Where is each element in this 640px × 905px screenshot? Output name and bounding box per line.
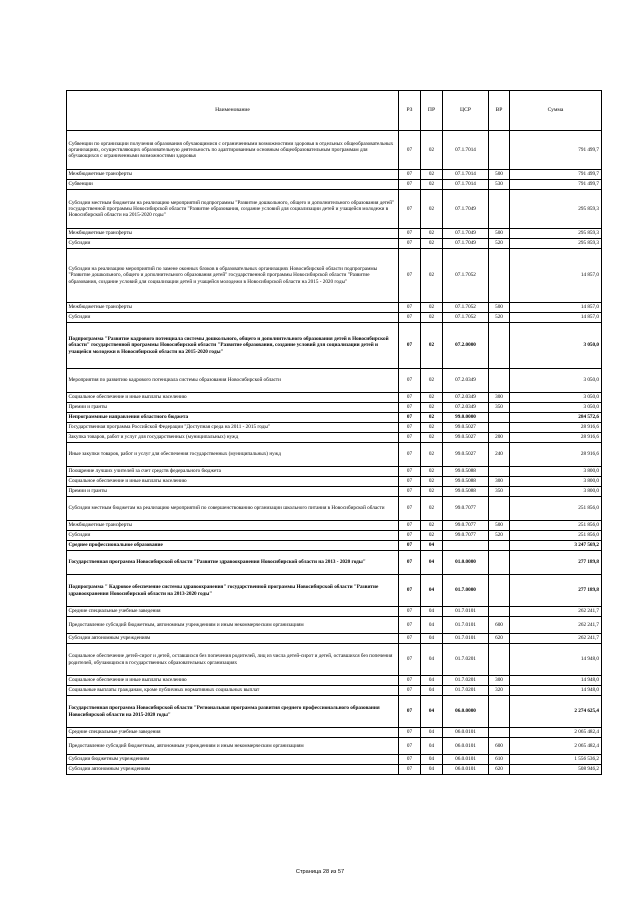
row-rz: 07 <box>399 738 421 755</box>
row-sum: 14 857,0 <box>510 249 602 303</box>
table-row <box>67 313 602 323</box>
table-row <box>67 487 602 497</box>
row-sum: 791 499,7 <box>510 170 602 180</box>
row-vr <box>489 369 510 393</box>
row-sum: 14 857,0 <box>510 313 602 323</box>
row-rz: 07 <box>399 487 421 497</box>
row-rz: 07 <box>399 575 421 607</box>
row-sum: 508 946,2 <box>510 765 602 775</box>
row-csr: 06.0.0101 <box>443 728 489 738</box>
row-name: Средние специальные учебные заведения <box>67 607 399 617</box>
row-rz: 07 <box>399 497 421 521</box>
table-row <box>67 423 602 433</box>
row-name: Средние специальные учебные заведения <box>67 728 399 738</box>
row-vr: 620 <box>489 634 510 644</box>
row-rz: 07 <box>399 531 421 541</box>
row-vr <box>489 467 510 477</box>
row-vr <box>489 131 510 170</box>
row-sum: 295 859,3 <box>510 239 602 249</box>
row-name: Подпрограмма " Кадровое обеспечение системы здравоохранения" государственной программы Новосибирской области "Развитие здравоохранения Новосибирской области на 2013-2020 годы" <box>67 575 399 607</box>
row-sum: 251 856,0 <box>510 497 602 521</box>
row-vr <box>489 249 510 303</box>
row-sum: 3 800,0 <box>510 487 602 497</box>
row-rz: 07 <box>399 686 421 696</box>
row-csr: 99.0.5088 <box>443 487 489 497</box>
table-row <box>67 303 602 313</box>
row-pr: 02 <box>421 531 443 541</box>
row-name: Межбюджетные трансферты <box>67 303 399 313</box>
row-rz: 07 <box>399 477 421 487</box>
row-pr: 04 <box>421 541 443 551</box>
table-row <box>67 393 602 403</box>
row-rz: 07 <box>399 423 421 433</box>
row-pr: 02 <box>421 433 443 443</box>
row-vr: 600 <box>489 617 510 634</box>
row-vr: 240 <box>489 443 510 467</box>
row-csr: 01.7.0201 <box>443 676 489 686</box>
row-vr: 350 <box>489 403 510 413</box>
row-vr <box>489 497 510 521</box>
row-pr: 02 <box>421 131 443 170</box>
table-row <box>67 686 602 696</box>
row-vr: 520 <box>489 531 510 541</box>
row-name: Межбюджетные трансферты <box>67 229 399 239</box>
row-vr <box>489 423 510 433</box>
row-sum: 2 065 482,4 <box>510 738 602 755</box>
row-rz: 07 <box>399 755 421 765</box>
table-row <box>67 575 602 607</box>
row-csr: 01.7.0101 <box>443 634 489 644</box>
table-row <box>67 738 602 755</box>
row-csr: 99.0.5027 <box>443 423 489 433</box>
row-pr: 02 <box>421 467 443 477</box>
header-rz: РЗ <box>399 91 421 131</box>
row-rz: 07 <box>399 190 421 229</box>
row-pr: 02 <box>421 497 443 521</box>
row-csr: 99.0.7077 <box>443 531 489 541</box>
row-sum: 3 050,0 <box>510 393 602 403</box>
row-sum: 14 857,0 <box>510 303 602 313</box>
row-rz: 07 <box>399 323 421 369</box>
budget-table-sheet <box>66 90 601 775</box>
row-pr: 02 <box>421 313 443 323</box>
row-sum: 3 800,0 <box>510 467 602 477</box>
row-rz: 07 <box>399 239 421 249</box>
row-rz: 07 <box>399 170 421 180</box>
row-pr: 04 <box>421 728 443 738</box>
row-csr: 99.0.5027 <box>443 443 489 467</box>
row-name: Субвенции по организации получения образования обучающимися с ограниченными возможностями здоровья в отдельных общеобразовательных организациях, осуществляющих образовательную деятельность по адаптированным основным общеобразовательным программам для обучающихся с ограниченными возможностями здоровья <box>67 131 399 170</box>
row-sum: 284 572,6 <box>510 413 602 423</box>
table-row <box>67 696 602 728</box>
row-sum: 262 241,7 <box>510 634 602 644</box>
row-sum: 2 065 482,4 <box>510 728 602 738</box>
row-name: Субсидии <box>67 531 399 541</box>
row-csr: 99.0.5088 <box>443 477 489 487</box>
row-csr: 01.7.0101 <box>443 617 489 634</box>
row-pr: 02 <box>421 521 443 531</box>
row-pr: 04 <box>421 644 443 676</box>
row-rz: 07 <box>399 607 421 617</box>
row-vr <box>489 413 510 423</box>
row-rz: 07 <box>399 433 421 443</box>
row-csr: 07.1.7014 <box>443 180 489 190</box>
table-row <box>67 521 602 531</box>
row-pr: 04 <box>421 755 443 765</box>
row-name: Государственная программа Новосибирской области "Развитие здравоохранения Новосибирской области на 2013 - 2020 годы" <box>67 551 399 575</box>
row-sum: 2 274 625,4 <box>510 696 602 728</box>
row-vr: 620 <box>489 765 510 775</box>
row-pr: 02 <box>421 393 443 403</box>
row-name: Социальное обеспечение и иные выплаты населению <box>67 393 399 403</box>
table-row <box>67 170 602 180</box>
row-csr: 06.0.0101 <box>443 765 489 775</box>
row-name: Субсидии автономным учреждениям <box>67 765 399 775</box>
row-pr: 02 <box>421 443 443 467</box>
row-name: Подпрограмма "Развитие кадрового потенциала системы дошкольного, общего и дополнительного образования детей в Новосибирской области" государственной программы Новосибирской области "Развитие образования, создание условий для социализации детей и учащейся молодежи в Новосибирской области на 2015-2020 годы" <box>67 323 399 369</box>
row-vr: 520 <box>489 313 510 323</box>
table-row <box>67 644 602 676</box>
row-name: Иные закупки товаров, работ и услуг для обеспечения государственных (муниципальных) нужд <box>67 443 399 467</box>
row-rz: 07 <box>399 644 421 676</box>
header-csr: ЦСР <box>443 91 489 131</box>
row-sum: 262 241,7 <box>510 607 602 617</box>
table-row <box>67 413 602 423</box>
row-sum: 277 189,8 <box>510 575 602 607</box>
row-csr: 01.7.0201 <box>443 686 489 696</box>
row-pr: 04 <box>421 634 443 644</box>
table-row <box>67 541 602 551</box>
row-rz: 07 <box>399 393 421 403</box>
row-rz: 07 <box>399 765 421 775</box>
row-sum: 251 856,0 <box>510 521 602 531</box>
row-csr: 07.1.7052 <box>443 313 489 323</box>
row-name: Поощрение лучших учителей за счет средств федерального бюджета <box>67 467 399 477</box>
row-rz: 07 <box>399 131 421 170</box>
row-pr: 02 <box>421 487 443 497</box>
row-csr: 01.0.0000 <box>443 551 489 575</box>
row-vr: 320 <box>489 686 510 696</box>
row-vr: 500 <box>489 521 510 531</box>
row-pr: 04 <box>421 676 443 686</box>
table-row <box>67 239 602 249</box>
row-csr <box>443 541 489 551</box>
row-csr: 01.7.0000 <box>443 575 489 607</box>
row-rz: 07 <box>399 313 421 323</box>
table-row <box>67 229 602 239</box>
row-name: Социальное обеспечение и иные выплаты населению <box>67 477 399 487</box>
page-footer: Страница 28 из 57 <box>295 869 345 875</box>
row-name: Субсидии <box>67 313 399 323</box>
row-name: Субвенции <box>67 180 399 190</box>
row-name: Субсидии на реализацию мероприятий по замене оконных блоков в образовательных организациях Новосибирской области подпрограммы "Развитие дошкольного, общего и дополнительного образования детей" государственной программы Новосибирской области "Развитие образования, создание условий для социализации детей и учащейся молодежи в Новосибирской области на 2015 - 2020 годы" <box>67 249 399 303</box>
row-sum: 277 189,8 <box>510 551 602 575</box>
row-sum: 295 859,3 <box>510 190 602 229</box>
row-vr <box>489 728 510 738</box>
row-name: Социальные выплаты гражданам, кроме публичных нормативных социальных выплат <box>67 686 399 696</box>
row-csr: 07.1.7014 <box>443 170 489 180</box>
row-pr: 02 <box>421 180 443 190</box>
row-sum: 28 916,6 <box>510 433 602 443</box>
row-sum: 3 050,0 <box>510 323 602 369</box>
row-pr: 04 <box>421 696 443 728</box>
row-rz: 07 <box>399 180 421 190</box>
table-row <box>67 131 602 170</box>
row-rz: 07 <box>399 676 421 686</box>
row-pr: 02 <box>421 423 443 433</box>
row-rz: 07 <box>399 541 421 551</box>
row-vr: 520 <box>489 239 510 249</box>
row-name: Государственная программа Новосибирской области "Региональная программа развития среднего профессионального образования Новосибирской области на 2015-2020 годы" <box>67 696 399 728</box>
budget-table <box>66 90 602 775</box>
row-rz: 07 <box>399 249 421 303</box>
row-name: Субсидии <box>67 239 399 249</box>
row-rz: 07 <box>399 443 421 467</box>
row-vr: 300 <box>489 676 510 686</box>
row-name: Субсидии местным бюджетам на реализацию мероприятий по совершенствованию организации школьного питания в Новосибирской области <box>67 497 399 521</box>
row-rz: 07 <box>399 551 421 575</box>
row-sum: 262 241,7 <box>510 617 602 634</box>
table-row <box>67 531 602 541</box>
row-pr: 02 <box>421 413 443 423</box>
row-pr: 02 <box>421 229 443 239</box>
row-pr: 04 <box>421 738 443 755</box>
row-name: Предоставление субсидий бюджетным, автономным учреждениям и иным некоммерческим организациям <box>67 738 399 755</box>
table-row <box>67 728 602 738</box>
row-name: Мероприятия по развитию кадрового потенциала системы образования Новосибирской области <box>67 369 399 393</box>
header-sum: Сумма <box>510 91 602 131</box>
row-sum: 14 948,0 <box>510 644 602 676</box>
table-row <box>67 634 602 644</box>
row-sum: 3 050,0 <box>510 403 602 413</box>
row-pr: 02 <box>421 303 443 313</box>
row-sum: 14 948,0 <box>510 686 602 696</box>
row-pr: 04 <box>421 607 443 617</box>
row-csr: 07.1.7049 <box>443 239 489 249</box>
row-vr <box>489 607 510 617</box>
row-pr: 02 <box>421 369 443 393</box>
row-sum: 28 916,6 <box>510 423 602 433</box>
table-header-row <box>67 91 602 131</box>
row-pr: 04 <box>421 575 443 607</box>
row-csr: 07.2.0000 <box>443 323 489 369</box>
row-vr <box>489 190 510 229</box>
row-sum: 28 916,6 <box>510 443 602 467</box>
row-sum: 791 499,7 <box>510 131 602 170</box>
table-row <box>67 755 602 765</box>
row-name: Среднее профессиональное образование <box>67 541 399 551</box>
row-vr: 530 <box>489 180 510 190</box>
row-vr: 200 <box>489 433 510 443</box>
header-name: Наименование <box>67 91 399 131</box>
row-rz: 07 <box>399 303 421 313</box>
row-sum: 3 800,0 <box>510 477 602 487</box>
row-sum: 1 556 536,2 <box>510 755 602 765</box>
row-csr: 07.1.7049 <box>443 229 489 239</box>
table-row <box>67 403 602 413</box>
header-pr: ПР <box>421 91 443 131</box>
row-pr: 02 <box>421 190 443 229</box>
row-vr: 300 <box>489 477 510 487</box>
row-name: Непрограммные направления областного бюджета <box>67 413 399 423</box>
row-name: Субсидии бюджетным учреждениям <box>67 755 399 765</box>
row-name: Субсидии местным бюджетам на реализацию мероприятий подпрограммы "Развитие дошкольного, общего и дополнительного образования детей" государственной программы Новосибирской области "Развитие образования, создание условий для социализации детей и учащейся молодежи в Новосибирской области на 2015-2020 годы" <box>67 190 399 229</box>
row-rz: 07 <box>399 521 421 531</box>
row-pr: 04 <box>421 617 443 634</box>
table-row <box>67 765 602 775</box>
row-csr: 99.0.7077 <box>443 521 489 531</box>
row-vr <box>489 541 510 551</box>
row-name: Межбюджетные трансферты <box>67 170 399 180</box>
row-csr: 99.0.0000 <box>443 413 489 423</box>
row-vr <box>489 323 510 369</box>
table-row <box>67 180 602 190</box>
row-name: Премии и гранты <box>67 487 399 497</box>
row-csr: 01.7.0201 <box>443 644 489 676</box>
table-row <box>67 323 602 369</box>
row-sum: 3 247 569,2 <box>510 541 602 551</box>
row-vr: 500 <box>489 303 510 313</box>
table-row <box>67 433 602 443</box>
row-sum: 295 859,3 <box>510 229 602 239</box>
row-name: Закупка товаров, работ и услуг для государственных (муниципальных) нужд <box>67 433 399 443</box>
row-name: Межбюджетные трансферты <box>67 521 399 531</box>
row-vr: 610 <box>489 755 510 765</box>
row-pr: 04 <box>421 686 443 696</box>
row-vr <box>489 575 510 607</box>
row-csr: 07.1.7049 <box>443 190 489 229</box>
row-csr: 07.1.7014 <box>443 131 489 170</box>
row-csr: 07.1.7052 <box>443 249 489 303</box>
table-row <box>67 477 602 487</box>
table-row <box>67 551 602 575</box>
row-rz: 07 <box>399 467 421 477</box>
row-vr: 600 <box>489 738 510 755</box>
row-csr: 99.0.5027 <box>443 433 489 443</box>
row-name: Государственная программа Российской Федерации "Доступная среда на 2011 - 2015 годы" <box>67 423 399 433</box>
table-row <box>67 607 602 617</box>
row-vr: 500 <box>489 229 510 239</box>
row-rz: 07 <box>399 229 421 239</box>
row-sum: 14 948,0 <box>510 676 602 686</box>
table-row <box>67 249 602 303</box>
row-rz: 07 <box>399 696 421 728</box>
row-vr: 350 <box>489 487 510 497</box>
row-csr: 06.0.0000 <box>443 696 489 728</box>
table-row <box>67 467 602 477</box>
table-row <box>67 676 602 686</box>
table-row <box>67 617 602 634</box>
row-rz: 07 <box>399 403 421 413</box>
row-vr <box>489 644 510 676</box>
header-vr: ВР <box>489 91 510 131</box>
row-csr: 06.0.0101 <box>443 738 489 755</box>
table-row <box>67 443 602 467</box>
table-row <box>67 369 602 393</box>
row-rz: 07 <box>399 634 421 644</box>
row-csr: 06.0.0101 <box>443 755 489 765</box>
row-pr: 04 <box>421 765 443 775</box>
row-pr: 04 <box>421 551 443 575</box>
row-name: Социальное обеспечение и иные выплаты населению <box>67 676 399 686</box>
row-vr <box>489 696 510 728</box>
row-csr: 07.2.0349 <box>443 403 489 413</box>
row-vr: 500 <box>489 170 510 180</box>
table-row <box>67 190 602 229</box>
row-name: Премии и гранты <box>67 403 399 413</box>
row-csr: 07.1.7052 <box>443 303 489 313</box>
row-sum: 3 050,0 <box>510 369 602 393</box>
row-csr: 99.0.5088 <box>443 467 489 477</box>
row-rz: 07 <box>399 369 421 393</box>
row-pr: 02 <box>421 239 443 249</box>
row-csr: 07.2.0349 <box>443 369 489 393</box>
row-name: Субсидии автономным учреждениям <box>67 634 399 644</box>
row-vr: 300 <box>489 393 510 403</box>
row-rz: 07 <box>399 413 421 423</box>
row-vr <box>489 551 510 575</box>
row-pr: 02 <box>421 170 443 180</box>
table-body <box>67 131 602 775</box>
row-rz: 07 <box>399 728 421 738</box>
row-rz: 07 <box>399 617 421 634</box>
table-row <box>67 497 602 521</box>
row-pr: 02 <box>421 249 443 303</box>
row-pr: 02 <box>421 477 443 487</box>
row-name: Предоставление субсидий бюджетным, автономным учреждениям и иным некоммерческим организациям <box>67 617 399 634</box>
row-pr: 02 <box>421 323 443 369</box>
row-name: Социальное обеспечение детей-сирот и детей, оставшихся без попечения родителей, лиц из числа детей-сирот и детей, оставшихся без попечения родителей, обучающихся в государственных образовательных организациях <box>67 644 399 676</box>
row-csr: 01.7.0101 <box>443 607 489 617</box>
row-csr: 99.0.7077 <box>443 497 489 521</box>
row-sum: 251 856,0 <box>510 531 602 541</box>
row-pr: 02 <box>421 403 443 413</box>
row-sum: 791 499,7 <box>510 180 602 190</box>
row-csr: 07.2.0349 <box>443 393 489 403</box>
